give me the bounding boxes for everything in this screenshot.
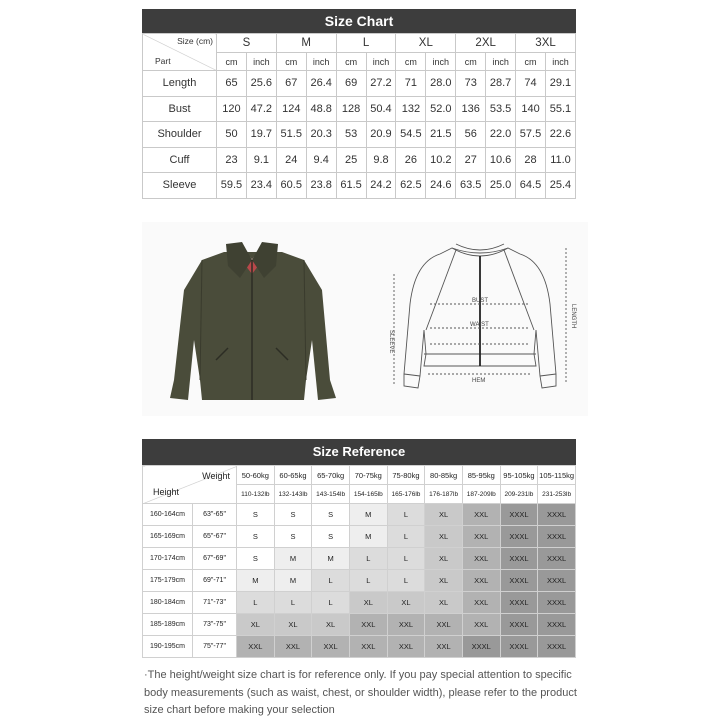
height-cm-cell: 160-164cm [143, 504, 193, 526]
corner-part-label: Part [155, 56, 171, 66]
measurement-cell: 26.4 [306, 71, 336, 97]
recommended-size-cell: M [349, 526, 387, 548]
length-label: LENGTH [570, 304, 576, 329]
recommended-size-cell: XXXL [500, 570, 538, 592]
weight-lb-header: 110-132lb [237, 485, 275, 504]
recommended-size-cell: XXL [349, 636, 387, 658]
weight-header: Weight [202, 471, 230, 481]
measurement-cell: 25.0 [486, 173, 516, 199]
size-reference [142, 439, 576, 658]
measurement-cell: 73 [456, 71, 486, 97]
weight-kg-header: 105-115kg [538, 466, 576, 485]
part-label: Cuff [143, 147, 217, 173]
recommended-size-cell: XXXL [538, 526, 576, 548]
weight-lb-header: 209-231lb [500, 485, 538, 504]
recommended-size-cell: L [387, 504, 425, 526]
recommended-size-cell: XXL [274, 636, 312, 658]
size-chart-row [143, 71, 576, 97]
measurement-cell: 22.0 [486, 122, 516, 148]
unit-inch-header: inch [545, 53, 575, 71]
measurement-cell: 24 [276, 147, 306, 173]
weight-kg-header: 80-85kg [425, 466, 463, 485]
size-header: 2XL [456, 34, 516, 53]
recommended-size-cell: XXL [387, 614, 425, 636]
recommended-size-cell: XXXL [500, 614, 538, 636]
height-header: Height [153, 487, 180, 497]
weight-lb-header: 231-253lb [538, 485, 576, 504]
size-reference-row [143, 636, 576, 658]
size-reference-row [143, 548, 576, 570]
recommended-size-cell: XXL [462, 548, 500, 570]
height-cm-cell: 165-169cm [143, 526, 193, 548]
size-chart-row [143, 96, 576, 122]
hem-label: HEM [472, 378, 486, 384]
measurement-cell: 21.5 [426, 122, 456, 148]
measurement-cell: 51.5 [276, 122, 306, 148]
measurement-cell: 53 [336, 122, 366, 148]
recommended-size-cell: XXL [425, 614, 463, 636]
weight-kg-row [143, 466, 576, 485]
recommended-size-cell: XXL [237, 636, 275, 658]
weight-lb-header: 132-143lb [274, 485, 312, 504]
height-cm-cell: 185-189cm [143, 614, 193, 636]
figure-area [142, 222, 588, 416]
recommended-size-cell: XXL [387, 636, 425, 658]
recommended-size-cell: L [387, 548, 425, 570]
measurement-cell: 57.5 [516, 122, 546, 148]
jacket-measurement-diagram [380, 234, 580, 406]
measurement-cell: 20.3 [306, 122, 336, 148]
recommended-size-cell: XXXL [538, 570, 576, 592]
recommended-size-cell: S [237, 548, 275, 570]
measurement-cell: 29.1 [545, 71, 575, 97]
recommended-size-cell: XXXL [500, 526, 538, 548]
recommended-size-cell: XXL [349, 614, 387, 636]
size-reference-table [142, 465, 576, 658]
unit-cm-header: cm [336, 53, 366, 71]
recommended-size-cell: S [312, 504, 350, 526]
recommended-size-cell: M [274, 548, 312, 570]
recommended-size-cell: L [312, 592, 350, 614]
unit-cm-header: cm [396, 53, 426, 71]
unit-cm-header: cm [217, 53, 247, 71]
measurement-cell: 69 [336, 71, 366, 97]
recommended-size-cell: XXL [425, 636, 463, 658]
part-label: Bust [143, 96, 217, 122]
recommended-size-cell: S [274, 504, 312, 526]
recommended-size-cell: L [237, 592, 275, 614]
measurement-cell: 27.2 [366, 71, 396, 97]
measurement-cell: 67 [276, 71, 306, 97]
recommended-size-cell: XXL [462, 526, 500, 548]
jacket-photo [162, 230, 342, 405]
weight-kg-header: 60-65kg [274, 466, 312, 485]
measurement-cell: 65 [217, 71, 247, 97]
height-inch-cell: 73"-75" [193, 614, 237, 636]
measurement-cell: 140 [516, 96, 546, 122]
measurement-cell: 9.4 [306, 147, 336, 173]
recommended-size-cell: M [349, 504, 387, 526]
weight-kg-header: 70-75kg [349, 466, 387, 485]
measurement-cell: 63.5 [456, 173, 486, 199]
height-inch-cell: 71"-73" [193, 592, 237, 614]
height-cm-cell: 180-184cm [143, 592, 193, 614]
size-header: M [276, 34, 336, 53]
measurement-cell: 47.2 [246, 96, 276, 122]
recommended-size-cell: XXL [462, 570, 500, 592]
size-header: 3XL [516, 34, 576, 53]
recommended-size-cell: XL [425, 504, 463, 526]
unit-cm-header: cm [276, 53, 306, 71]
recommended-size-cell: XXXL [500, 504, 538, 526]
measurement-cell: 64.5 [516, 173, 546, 199]
unit-inch-header: inch [246, 53, 276, 71]
recommended-size-cell: M [274, 570, 312, 592]
size-reference-row [143, 570, 576, 592]
measurement-cell: 120 [217, 96, 247, 122]
recommended-size-cell: XL [387, 592, 425, 614]
recommended-size-cell: XXXL [462, 636, 500, 658]
part-label: Shoulder [143, 122, 217, 148]
recommended-size-cell: XL [349, 592, 387, 614]
weight-kg-header: 75-80kg [387, 466, 425, 485]
measurement-cell: 28 [516, 147, 546, 173]
recommended-size-cell: XXXL [538, 636, 576, 658]
size-chart-corner [143, 34, 217, 71]
size-chart-row [143, 173, 576, 199]
recommended-size-cell: XL [425, 548, 463, 570]
measurement-cell: 59.5 [217, 173, 247, 199]
measurement-cell: 22.6 [545, 122, 575, 148]
unit-inch-header: inch [486, 53, 516, 71]
recommended-size-cell: S [237, 504, 275, 526]
measurement-cell: 25.4 [545, 173, 575, 199]
measurement-cell: 53.5 [486, 96, 516, 122]
height-inch-cell: 69"-71" [193, 570, 237, 592]
recommended-size-cell: XXL [462, 614, 500, 636]
size-note: ·The height/weight size chart is for reference only. If you pay special attention to specific body measurements (such as waist, chest, or shoulder width), please refer to the product size chart before making your selection [144, 669, 577, 716]
recommended-size-cell: XXXL [538, 592, 576, 614]
size-header: L [336, 34, 396, 53]
recommended-size-cell: M [312, 548, 350, 570]
weight-lb-header: 176-187lb [425, 485, 463, 504]
measurement-cell: 23.8 [306, 173, 336, 199]
size-reference-corner [143, 466, 237, 504]
recommended-size-cell: XXL [462, 504, 500, 526]
measurement-cell: 9.1 [246, 147, 276, 173]
measurement-cell: 52.0 [426, 96, 456, 122]
measurement-cell: 24.6 [426, 173, 456, 199]
size-chart-table [142, 33, 576, 199]
weight-lb-header: 187-209lb [462, 485, 500, 504]
height-cm-cell: 190-195cm [143, 636, 193, 658]
bust-label: BUST [472, 298, 489, 304]
recommended-size-cell: L [387, 570, 425, 592]
recommended-size-cell: L [312, 570, 350, 592]
waist-label: WAIST [470, 322, 489, 328]
recommended-size-cell: XXXL [500, 548, 538, 570]
height-inch-cell: 67"-69" [193, 548, 237, 570]
size-reference-row [143, 504, 576, 526]
size-reference-row [143, 614, 576, 636]
recommended-size-cell: XL [425, 592, 463, 614]
recommended-size-cell: XL [425, 526, 463, 548]
measurement-cell: 20.9 [366, 122, 396, 148]
recommended-size-cell: XXXL [500, 636, 538, 658]
size-reference-row [143, 592, 576, 614]
size-reference-title: Size Reference [142, 439, 576, 465]
measurement-cell: 19.7 [246, 122, 276, 148]
measurement-cell: 10.6 [486, 147, 516, 173]
measurement-cell: 24.2 [366, 173, 396, 199]
unit-inch-header: inch [306, 53, 336, 71]
weight-kg-header: 50-60kg [237, 466, 275, 485]
measurement-cell: 62.5 [396, 173, 426, 199]
recommended-size-cell: XXXL [500, 592, 538, 614]
measurement-cell: 61.5 [336, 173, 366, 199]
recommended-size-cell: XL [274, 614, 312, 636]
height-cm-cell: 170-174cm [143, 548, 193, 570]
height-cm-cell: 175-179cm [143, 570, 193, 592]
recommended-size-cell: XL [312, 614, 350, 636]
height-inch-cell: 63"-65" [193, 504, 237, 526]
recommended-size-cell: XXXL [538, 614, 576, 636]
unit-cm-header: cm [516, 53, 546, 71]
measurement-cell: 28.7 [486, 71, 516, 97]
size-header: XL [396, 34, 456, 53]
measurement-cell: 74 [516, 71, 546, 97]
recommended-size-cell: XXXL [538, 504, 576, 526]
measurement-cell: 50 [217, 122, 247, 148]
measurement-cell: 25 [336, 147, 366, 173]
recommended-size-cell: L [349, 570, 387, 592]
size-header: S [217, 34, 277, 53]
measurement-cell: 10.2 [426, 147, 456, 173]
recommended-size-cell: XL [237, 614, 275, 636]
part-label: Length [143, 71, 217, 97]
height-inch-cell: 65"-67" [193, 526, 237, 548]
weight-lb-header: 154-165lb [349, 485, 387, 504]
size-chart-row [143, 122, 576, 148]
unit-cm-header: cm [456, 53, 486, 71]
weight-kg-header: 65-70kg [312, 466, 350, 485]
sleeve-label: SLEEVE [388, 330, 394, 354]
measurement-cell: 56 [456, 122, 486, 148]
recommended-size-cell: XL [425, 570, 463, 592]
measurement-cell: 9.8 [366, 147, 396, 173]
size-chart-title: Size Chart [142, 9, 576, 33]
measurement-cell: 60.5 [276, 173, 306, 199]
measurement-cell: 11.0 [545, 147, 575, 173]
measurement-cell: 50.4 [366, 96, 396, 122]
corner-size-label: Size (cm) [177, 36, 213, 46]
recommended-size-cell: S [274, 526, 312, 548]
measurement-cell: 128 [336, 96, 366, 122]
recommended-size-cell: L [387, 526, 425, 548]
measurement-cell: 71 [396, 71, 426, 97]
part-label: Sleeve [143, 173, 217, 199]
measurement-cell: 26 [396, 147, 426, 173]
measurement-cell: 23 [217, 147, 247, 173]
measurement-cell: 25.6 [246, 71, 276, 97]
unit-inch-header: inch [426, 53, 456, 71]
measurement-cell: 132 [396, 96, 426, 122]
measurement-cell: 55.1 [545, 96, 575, 122]
recommended-size-cell: XXL [312, 636, 350, 658]
weight-lb-header: 143-154lb [312, 485, 350, 504]
weight-kg-header: 85-95kg [462, 466, 500, 485]
measurement-cell: 48.8 [306, 96, 336, 122]
recommended-size-cell: L [274, 592, 312, 614]
recommended-size-cell: XXXL [538, 548, 576, 570]
unit-inch-header: inch [366, 53, 396, 71]
weight-kg-header: 95-105kg [500, 466, 538, 485]
size-chart-row [143, 147, 576, 173]
measurement-cell: 124 [276, 96, 306, 122]
recommended-size-cell: S [312, 526, 350, 548]
measurement-cell: 54.5 [396, 122, 426, 148]
weight-lb-header: 165-176lb [387, 485, 425, 504]
recommended-size-cell: M [237, 570, 275, 592]
recommended-size-cell: XXL [462, 592, 500, 614]
size-chart [142, 9, 576, 199]
measurement-cell: 27 [456, 147, 486, 173]
size-reference-row [143, 526, 576, 548]
measurement-cell: 23.4 [246, 173, 276, 199]
height-inch-cell: 75"-77" [193, 636, 237, 658]
recommended-size-cell: S [237, 526, 275, 548]
measurement-cell: 28.0 [426, 71, 456, 97]
recommended-size-cell: L [349, 548, 387, 570]
measurement-cell: 136 [456, 96, 486, 122]
